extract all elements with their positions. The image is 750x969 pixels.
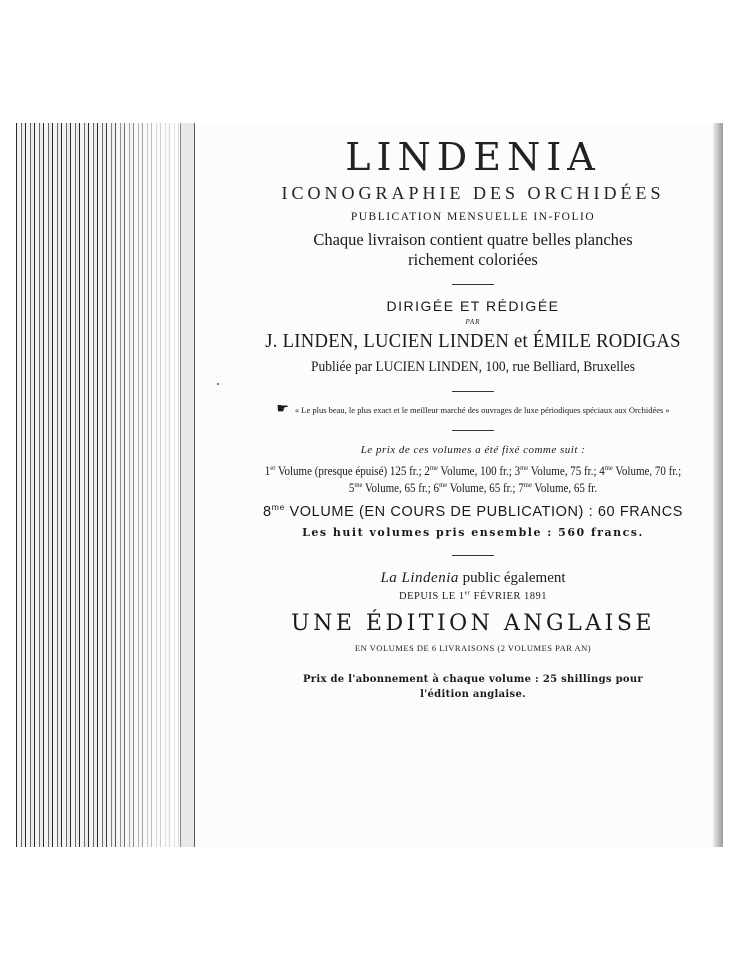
publication-frequency: PUBLICATION MENSUELLE IN-FOLIO bbox=[350, 211, 596, 223]
pointing-hand-icon: ☛ bbox=[276, 402, 289, 417]
ordinal-suffix: er bbox=[270, 462, 276, 472]
volume-number: 1 bbox=[264, 464, 271, 478]
ink-speck bbox=[217, 383, 219, 385]
ordinal-suffix: me bbox=[271, 502, 285, 513]
current-volume-text: VOLUME (EN COURS DE PUBLICATION) : 60 FRANCS bbox=[284, 504, 684, 520]
contents-line-2: richement coloriées bbox=[408, 250, 538, 269]
page-gutter bbox=[180, 123, 195, 847]
par-label: PAR bbox=[465, 318, 481, 326]
page-right-edge bbox=[713, 123, 723, 847]
lindenia-name: La Lindenia bbox=[380, 570, 459, 586]
bundle-price: Les huit volumes pris ensemble : 560 francs. bbox=[302, 526, 644, 539]
publisher-address: Publiée par LUCIEN LINDEN, 100, rue Belliard, Bruxelles bbox=[311, 359, 635, 375]
authors: J. LINDEN, LUCIEN LINDEN et ÉMILE RODIGAS bbox=[265, 330, 681, 352]
volume-price: Volume, 65 fr.; 7 bbox=[447, 481, 524, 495]
subscription-price bbox=[232, 672, 714, 702]
ordinal-suffix: me bbox=[520, 462, 529, 472]
ordinal-suffix: me bbox=[354, 479, 363, 489]
volume-price: Volume, 65 fr. bbox=[531, 481, 598, 495]
divider bbox=[452, 284, 494, 285]
ordinal-suffix: me bbox=[604, 462, 613, 472]
english-edition-volumes: EN VOLUMES DE 6 LIVRAISONS (2 VOLUMES PAR AN) bbox=[354, 643, 592, 653]
english-edition-heading: UNE ÉDITION ANGLAISE bbox=[291, 611, 655, 636]
volume-number: 5 bbox=[348, 481, 355, 495]
since-date bbox=[232, 590, 714, 604]
praise-quote: « Le plus beau, le plus exact et le meilleur marché des ouvrages de luxe périodiques spéciaux aux Orchidées » bbox=[294, 405, 670, 415]
ordinal-suffix: er bbox=[464, 589, 471, 597]
subscription-line-1: Prix de l'abonnement à chaque volume : 25 shillings pour bbox=[302, 674, 643, 685]
volume-price: Volume, 70 fr.; bbox=[612, 464, 682, 478]
publication-subtitle: ICONOGRAPHIE DES ORCHIDÉES bbox=[281, 183, 665, 203]
ordinal-suffix: me bbox=[429, 462, 438, 472]
english-edition-intro bbox=[232, 568, 714, 588]
publication-title: LINDENIA bbox=[345, 135, 601, 179]
volume-price: Volume, 100 fr.; 3 bbox=[437, 464, 521, 478]
subscription-line-2: l'édition anglaise. bbox=[420, 689, 526, 700]
contents-line-1: Chaque livraison contient quatre belles planches bbox=[313, 230, 633, 249]
also-publishes-text: public également bbox=[458, 570, 566, 586]
divider bbox=[452, 430, 494, 431]
page-content bbox=[232, 136, 714, 702]
ordinal-suffix: me bbox=[523, 479, 532, 489]
since-prefix: DEPUIS LE 1 bbox=[398, 591, 465, 602]
volume-prices-line-2 bbox=[261, 480, 685, 497]
volume-number: 8 bbox=[262, 504, 272, 520]
volume-price: Volume, 65 fr.; 6 bbox=[362, 481, 440, 495]
divider bbox=[452, 391, 494, 392]
volume-price: Volume, 75 fr.; 4 bbox=[528, 464, 605, 478]
divider bbox=[452, 555, 494, 556]
since-date-text: FÉVRIER 1891 bbox=[470, 591, 547, 602]
price-intro: Le prix de ces volumes a été fixé comme suit : bbox=[360, 444, 586, 456]
volume-prices-line-1 bbox=[261, 463, 685, 480]
quote-row bbox=[232, 404, 714, 416]
current-volume-price bbox=[232, 503, 714, 521]
ordinal-suffix: me bbox=[439, 479, 448, 489]
volume-price: Volume (presque épuisé) 125 fr.; 2 bbox=[275, 464, 430, 478]
directed-by-heading: DIRIGÉE ET RÉDIGÉE bbox=[386, 298, 560, 314]
